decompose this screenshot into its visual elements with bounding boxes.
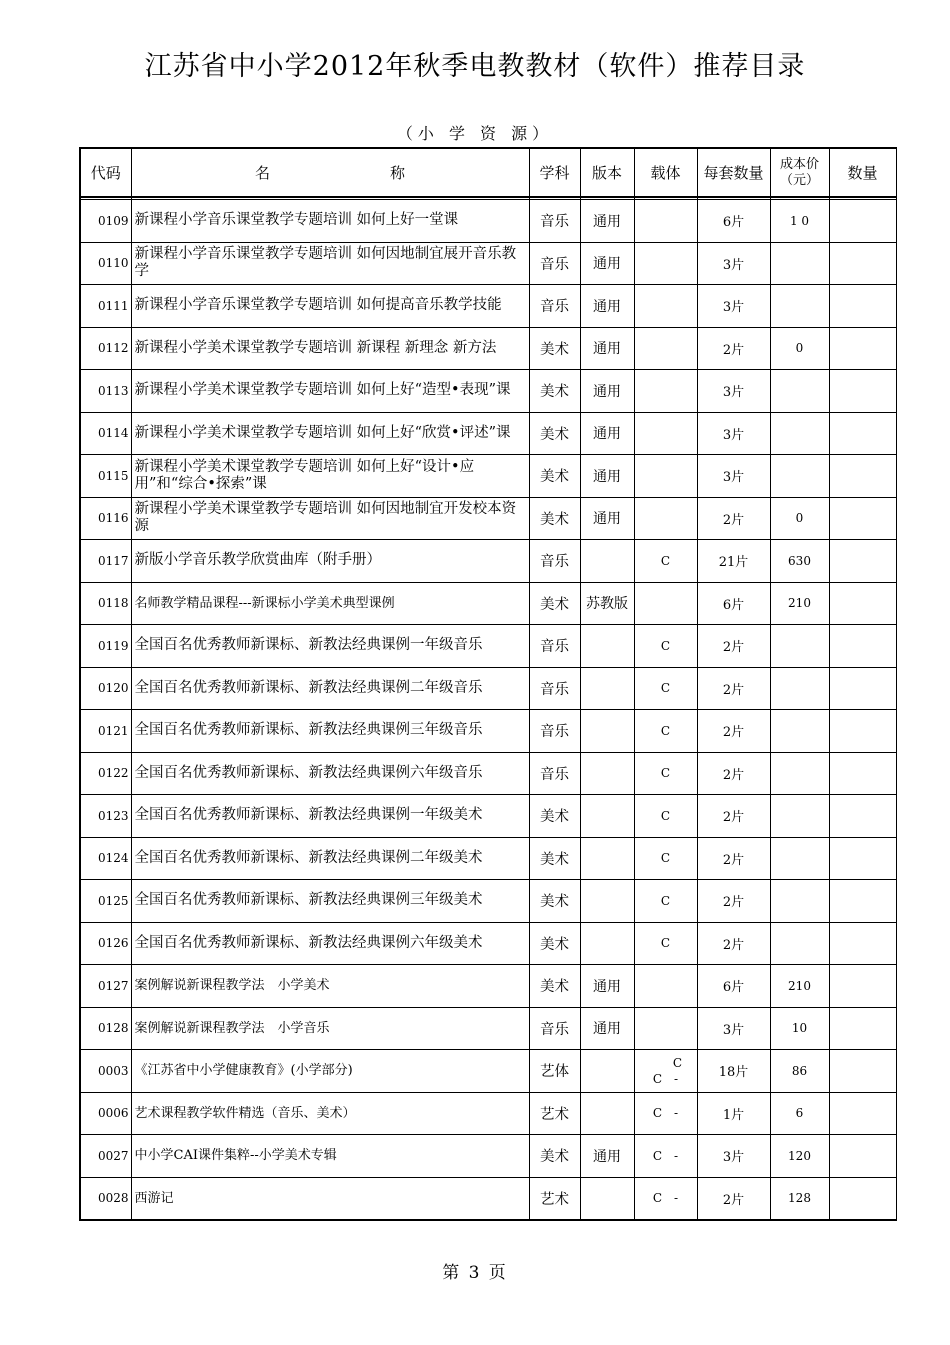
item-name: 案例解说新课程教学法 小学美术 (131, 965, 529, 1008)
item-name: 全国百名优秀教师新课标、新教法经典课例一年级音乐 (131, 625, 529, 668)
item-edition (580, 1050, 634, 1093)
item-code: 0109 (80, 200, 131, 243)
table-row (80, 710, 896, 753)
item-sets: 6片 (697, 582, 770, 625)
item-price (770, 922, 829, 965)
item-qty-cell[interactable] (829, 412, 896, 455)
item-subject: 音乐 (529, 667, 580, 710)
item-subject: 音乐 (529, 285, 580, 328)
item-code: 0126 (80, 922, 131, 965)
item-subject: 美术 (529, 837, 580, 880)
item-code: 0118 (80, 582, 131, 625)
item-carrier: C (634, 795, 697, 838)
item-price: 210 (770, 965, 829, 1008)
item-sets: 2片 (697, 837, 770, 880)
item-edition (580, 540, 634, 583)
item-qty-cell[interactable] (829, 667, 896, 710)
item-code: 0111 (80, 285, 131, 328)
item-sets: 2片 (697, 497, 770, 540)
item-name: 全国百名优秀教师新课标、新教法经典课例三年级音乐 (131, 710, 529, 753)
item-name: 新课程小学音乐课堂教学专题培训 如何提高音乐教学技能 (131, 285, 529, 328)
item-name: 新课程小学美术课堂教学专题培训 如何因地制宜开发校本资源 (131, 497, 529, 540)
item-code: 0122 (80, 752, 131, 795)
item-code: 0119 (80, 625, 131, 668)
item-carrier: C (634, 752, 697, 795)
item-sets: 2片 (697, 710, 770, 753)
item-carrier (634, 455, 697, 498)
table-row (80, 880, 896, 923)
page-title: 江苏省中小学2012年秋季电教教材（软件）推荐目录 (144, 51, 806, 82)
item-name: 中小学CAI课件集粹--小学美术专辑 (131, 1135, 529, 1178)
item-carrier (634, 200, 697, 243)
item-qty-cell[interactable] (829, 540, 896, 583)
item-subject: 艺体 (529, 1050, 580, 1093)
item-qty-cell[interactable] (829, 497, 896, 540)
item-edition (580, 795, 634, 838)
table-row (80, 455, 896, 498)
item-edition (580, 752, 634, 795)
item-subject: 音乐 (529, 752, 580, 795)
item-subject: 美术 (529, 795, 580, 838)
item-price: 120 (770, 1135, 829, 1178)
table-row (80, 497, 896, 540)
table-row (80, 412, 896, 455)
item-qty-cell[interactable] (829, 922, 896, 965)
item-qty-cell[interactable] (829, 795, 896, 838)
item-qty-cell[interactable] (829, 285, 896, 328)
item-code: 0114 (80, 412, 131, 455)
item-price (770, 880, 829, 923)
item-price (770, 455, 829, 498)
item-code: 0128 (80, 1007, 131, 1050)
item-carrier: C (634, 540, 697, 583)
item-code: 0121 (80, 710, 131, 753)
item-sets: 18片 (697, 1050, 770, 1093)
item-sets: 3片 (697, 1007, 770, 1050)
item-edition: 通用 (580, 1007, 634, 1050)
table-row (80, 922, 896, 965)
item-code: 0028 (80, 1177, 131, 1220)
item-name: 《江苏省中小学健康教育》(小学部分) (131, 1050, 529, 1093)
item-carrier: C (634, 667, 697, 710)
item-sets: 2片 (697, 795, 770, 838)
table-row (80, 837, 896, 880)
item-code: 0027 (80, 1135, 131, 1178)
item-edition (580, 837, 634, 880)
item-price: 630 (770, 540, 829, 583)
header-name: 名 称 (131, 148, 529, 197)
item-price (770, 837, 829, 880)
item-price (770, 370, 829, 413)
item-carrier: C (634, 625, 697, 668)
catalog-table (79, 147, 897, 1221)
item-carrier: C C - (634, 1050, 697, 1093)
item-subject: 艺术 (529, 1177, 580, 1220)
header-code: 代码 (80, 148, 131, 197)
item-carrier: C - (634, 1135, 697, 1178)
item-edition: 通用 (580, 370, 634, 413)
item-qty-cell[interactable] (829, 455, 896, 498)
item-edition: 通用 (580, 1135, 634, 1178)
item-price (770, 285, 829, 328)
item-qty-cell[interactable] (829, 200, 896, 243)
item-qty-cell[interactable] (829, 625, 896, 668)
item-edition (580, 1092, 634, 1135)
item-price: 128 (770, 1177, 829, 1220)
item-subject: 美术 (529, 880, 580, 923)
item-price: 1 0 (770, 200, 829, 243)
item-edition: 通用 (580, 497, 634, 540)
item-name: 全国百名优秀教师新课标、新教法经典课例六年级美术 (131, 922, 529, 965)
item-name: 西游记 (131, 1177, 529, 1220)
item-qty-cell[interactable] (829, 880, 896, 923)
item-sets: 2片 (697, 667, 770, 710)
item-name: 全国百名优秀教师新课标、新教法经典课例一年级美术 (131, 795, 529, 838)
item-qty-cell[interactable] (829, 327, 896, 370)
item-name: 新课程小学美术课堂教学专题培训 如何上好“欣赏•评述”课 (131, 412, 529, 455)
item-edition: 通用 (580, 455, 634, 498)
table-header-row (80, 148, 896, 197)
header-edition: 版本 (580, 148, 634, 197)
item-sets: 2片 (697, 752, 770, 795)
item-subject: 美术 (529, 412, 580, 455)
item-edition (580, 922, 634, 965)
item-price: 0 (770, 497, 829, 540)
item-qty-cell[interactable] (829, 1092, 896, 1135)
item-code: 0006 (80, 1092, 131, 1135)
item-carrier (634, 285, 697, 328)
item-sets: 3片 (697, 412, 770, 455)
item-sets: 6片 (697, 200, 770, 243)
item-carrier: C (634, 880, 697, 923)
item-code: 0117 (80, 540, 131, 583)
item-sets: 2片 (697, 327, 770, 370)
item-carrier (634, 412, 697, 455)
item-price (770, 795, 829, 838)
item-sets: 2片 (697, 880, 770, 923)
item-qty-cell[interactable] (829, 965, 896, 1008)
item-edition (580, 625, 634, 668)
item-subject: 音乐 (529, 625, 580, 668)
item-edition (580, 1177, 634, 1220)
table-row (80, 370, 896, 413)
item-qty-cell[interactable] (829, 1177, 896, 1220)
item-code: 0125 (80, 880, 131, 923)
item-edition: 通用 (580, 285, 634, 328)
item-price (770, 667, 829, 710)
item-edition (580, 880, 634, 923)
item-code: 0112 (80, 327, 131, 370)
item-qty-cell[interactable] (829, 242, 896, 285)
item-edition: 苏教版 (580, 582, 634, 625)
page-subtitle: （小 学 资 源） (396, 124, 554, 143)
item-carrier: C - (634, 1177, 697, 1220)
item-carrier (634, 965, 697, 1008)
item-subject: 艺术 (529, 1092, 580, 1135)
item-price: 10 (770, 1007, 829, 1050)
item-sets: 3片 (697, 455, 770, 498)
item-carrier (634, 582, 697, 625)
item-carrier (634, 497, 697, 540)
item-carrier (634, 1007, 697, 1050)
item-code: 0113 (80, 370, 131, 413)
item-name: 新课程小学美术课堂教学专题培训 如何上好“造型•表现”课 (131, 370, 529, 413)
header-qty: 数量 (829, 148, 896, 197)
item-name: 名师教学精品课程---新课标小学美术典型课例 (131, 582, 529, 625)
item-sets: 3片 (697, 242, 770, 285)
item-subject: 音乐 (529, 710, 580, 753)
table-row (80, 242, 896, 285)
table-row (80, 540, 896, 583)
item-carrier (634, 370, 697, 413)
item-name: 新课程小学音乐课堂教学专题培训 如何因地制宜展开音乐教学 (131, 242, 529, 285)
item-subject: 音乐 (529, 200, 580, 243)
item-name: 案例解说新课程教学法 小学音乐 (131, 1007, 529, 1050)
item-price: 6 (770, 1092, 829, 1135)
item-code: 0003 (80, 1050, 131, 1093)
item-qty-cell[interactable] (829, 370, 896, 413)
item-qty-cell[interactable] (829, 752, 896, 795)
item-price: 210 (770, 582, 829, 625)
header-subject: 学科 (529, 148, 580, 197)
header-sets: 每套数量 (697, 148, 770, 197)
item-code: 0127 (80, 965, 131, 1008)
table-row (80, 327, 896, 370)
item-code: 0123 (80, 795, 131, 838)
table-row (80, 795, 896, 838)
item-price (770, 412, 829, 455)
item-sets: 2片 (697, 625, 770, 668)
item-qty-cell[interactable] (829, 582, 896, 625)
table-row (80, 1092, 896, 1135)
table-row (80, 667, 896, 710)
item-sets: 1片 (697, 1092, 770, 1135)
item-code: 0124 (80, 837, 131, 880)
item-edition: 通用 (580, 200, 634, 243)
item-sets: 21片 (697, 540, 770, 583)
item-carrier: C (634, 710, 697, 753)
item-edition: 通用 (580, 242, 634, 285)
item-code: 0110 (80, 242, 131, 285)
item-subject: 美术 (529, 370, 580, 413)
item-price (770, 242, 829, 285)
table-row (80, 285, 896, 328)
item-sets: 2片 (697, 922, 770, 965)
item-edition: 通用 (580, 327, 634, 370)
header-carrier: 载体 (634, 148, 697, 197)
item-sets: 3片 (697, 370, 770, 413)
item-carrier (634, 327, 697, 370)
item-edition (580, 667, 634, 710)
table-row (80, 1007, 896, 1050)
item-subject: 美术 (529, 1135, 580, 1178)
item-name: 全国百名优秀教师新课标、新教法经典课例三年级美术 (131, 880, 529, 923)
item-price (770, 752, 829, 795)
item-code: 0115 (80, 455, 131, 498)
item-name: 新课程小学美术课堂教学专题培训 新课程 新理念 新方法 (131, 327, 529, 370)
item-carrier: C (634, 837, 697, 880)
item-subject: 美术 (529, 922, 580, 965)
table-row (80, 752, 896, 795)
item-name: 新版小学音乐教学欣赏曲库（附手册） (131, 540, 529, 583)
item-sets: 6片 (697, 965, 770, 1008)
item-code: 0116 (80, 497, 131, 540)
item-code: 0120 (80, 667, 131, 710)
item-edition (580, 710, 634, 753)
item-name: 艺术课程教学软件精选（音乐、美术） (131, 1092, 529, 1135)
item-carrier (634, 242, 697, 285)
table-row (80, 625, 896, 668)
item-subject: 美术 (529, 327, 580, 370)
table-row (80, 1177, 896, 1220)
item-subject: 音乐 (529, 1007, 580, 1050)
table-row (80, 1050, 896, 1093)
item-subject: 美术 (529, 497, 580, 540)
item-sets: 3片 (697, 1135, 770, 1178)
table-row (80, 1135, 896, 1178)
item-carrier: C (634, 922, 697, 965)
item-edition: 通用 (580, 965, 634, 1008)
item-qty-cell[interactable] (829, 837, 896, 880)
item-price (770, 710, 829, 753)
item-subject: 美术 (529, 582, 580, 625)
item-carrier: C - (634, 1092, 697, 1135)
item-edition: 通用 (580, 412, 634, 455)
item-subject: 美术 (529, 965, 580, 1008)
item-sets: 2片 (697, 1177, 770, 1220)
item-name: 全国百名优秀教师新课标、新教法经典课例二年级音乐 (131, 667, 529, 710)
item-subject: 音乐 (529, 540, 580, 583)
item-qty-cell[interactable] (829, 1135, 896, 1178)
item-price: 86 (770, 1050, 829, 1093)
item-name: 全国百名优秀教师新课标、新教法经典课例六年级音乐 (131, 752, 529, 795)
item-subject: 音乐 (529, 242, 580, 285)
item-subject: 美术 (529, 455, 580, 498)
item-qty-cell[interactable] (829, 1007, 896, 1050)
item-name: 新课程小学音乐课堂教学专题培训 如何上好一堂课 (131, 200, 529, 243)
item-qty-cell[interactable] (829, 1050, 896, 1093)
item-qty-cell[interactable] (829, 710, 896, 753)
item-price (770, 625, 829, 668)
item-name: 新课程小学美术课堂教学专题培训 如何上好“设计•应用”和“综合•探索”课 (131, 455, 529, 498)
table-row (80, 965, 896, 1008)
header-price: 成本价（元） (770, 148, 829, 197)
table-row (80, 582, 896, 625)
item-sets: 3片 (697, 285, 770, 328)
table-row (80, 200, 896, 243)
item-name: 全国百名优秀教师新课标、新教法经典课例二年级美术 (131, 837, 529, 880)
page-number: 第 3 页 (442, 1263, 508, 1283)
item-price: 0 (770, 327, 829, 370)
